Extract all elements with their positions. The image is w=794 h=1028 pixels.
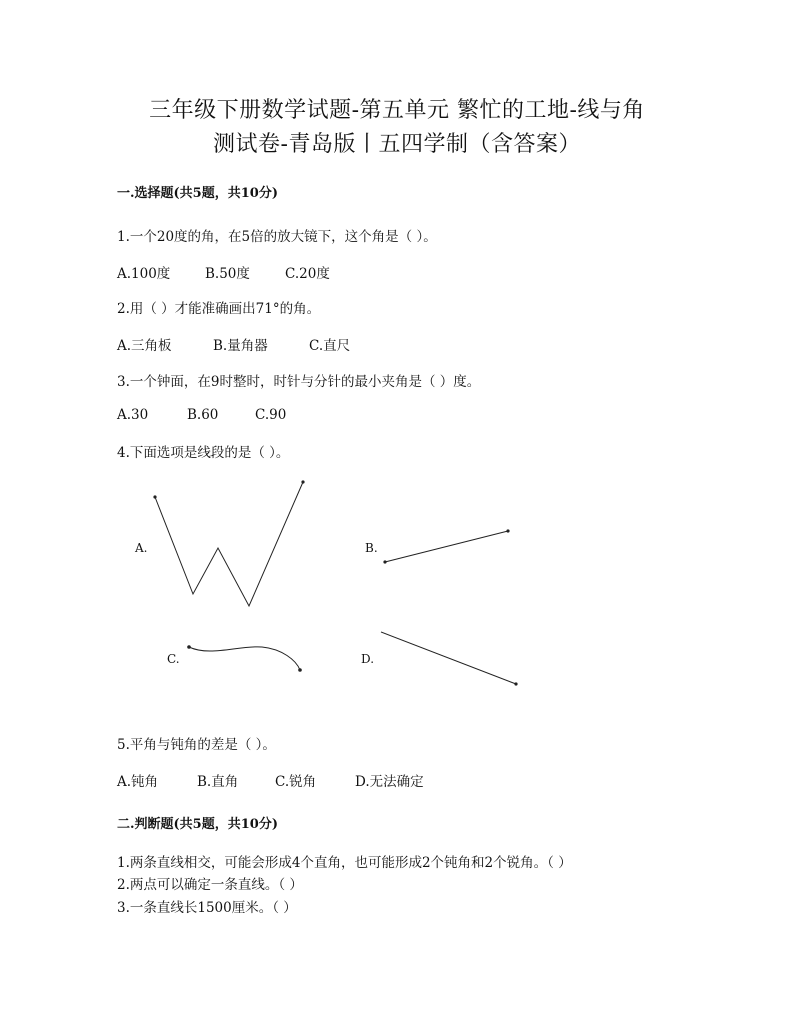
figure-label-b: B. [365,541,378,555]
question-4: 4.下面选项是线段的是（ ）。 [117,445,290,461]
figure-b-segment [383,529,509,563]
figure-d-segment [381,632,518,686]
question-5: 5.平角与钝角的差是（ ）。 [117,737,276,753]
option-a: A.30 [117,407,149,423]
option-a: A.100度 [117,266,171,282]
judge-item-3: 3.一条直线长1500厘米。（ ） [117,900,297,916]
question-2: 2.用（ ）才能准确画出71°的角。 [117,301,321,317]
option-b: B.直角 [197,774,239,790]
option-b: B.量角器 [213,338,268,354]
option-a: A.三角板 [117,338,172,354]
option-a: A.钝角 [117,774,159,790]
figure-label-a: A. [135,541,148,555]
option-c: C.直尺 [309,338,351,354]
judge-item-1: 1.两条直线相交，可能会形成4个直角，也可能形成2个钝角和2个锐角。（ ） [117,855,572,871]
section-heading-choice: 一.选择题(共5题，共10分) [117,186,278,201]
page-title-line1: 三年级下册数学试题-第五单元 繁忙的工地-线与角 [149,98,645,123]
question-3-options [117,407,286,423]
option-c: C.90 [255,407,287,423]
question-1-options [117,262,330,282]
figure-c-curve [187,645,302,672]
option-c: C.20度 [285,266,330,282]
figure-a-zigzag [153,480,304,606]
question-5-options [117,770,424,790]
figure-label-d: D. [361,652,375,666]
option-b: B.60 [187,407,219,423]
question-2-options [117,334,350,354]
section-heading-judge: 二.判断题(共5题，共10分) [117,817,278,832]
question-1: 1.一个20度的角，在5倍的放大镜下，这个角是（ ）。 [117,229,437,245]
figure-label-c: C. [167,652,180,666]
line-figures [0,470,794,720]
judge-item-2: 2.两点可以确定一条直线。（ ） [117,877,303,893]
option-d: D.无法确定 [355,774,424,790]
option-b: B.50度 [205,266,250,282]
question-3: 3.一个钟面，在9时整时，时针与分针的最小夹角是（ ）度。 [117,374,481,390]
option-c: C.锐角 [275,774,317,790]
page-title-line2: 测试卷-青岛版丨五四学制（含答案） [213,132,581,157]
